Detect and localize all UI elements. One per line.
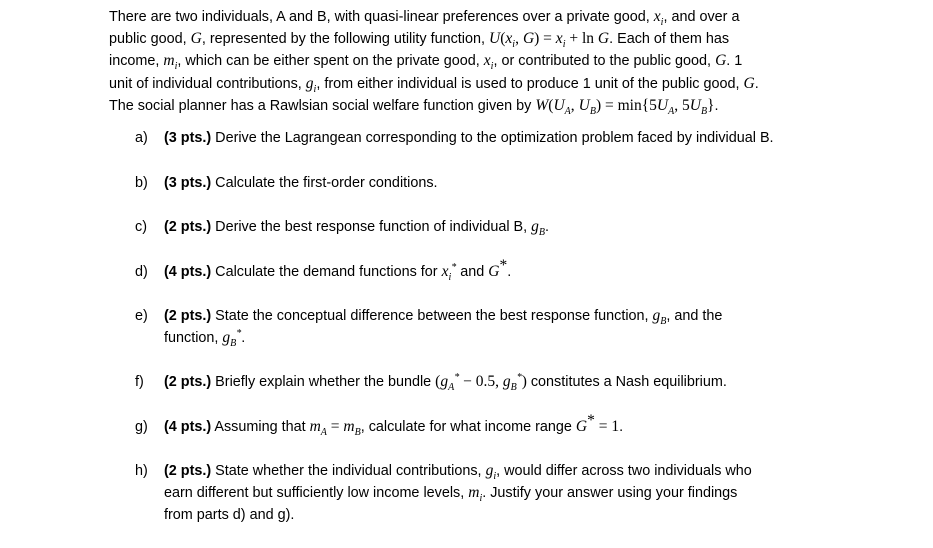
intro-line-1: There are two individuals, A and B, with quasi-linear preferences over a private good, $x_i$, and over a — [109, 8, 740, 29]
intro-line-3: income, $m_i$, which can be either spent on the private good, $x_i$, or contributed to the public good, G. 1 — [109, 52, 743, 73]
intro-line-4: unit of individual contributions, $g_i$, from either individual is used to produce 1 unit of the public good, G. — [109, 74, 759, 95]
problem-intro — [109, 6, 909, 117]
intro-line-5: The social planner has a Rawlsian social welfare function given by $W(U_A$, $U_B) = \min\{5U_A$, $5U_B$}. — [109, 96, 719, 117]
intro-line-2: public good, G, represented by the following utility function, $U(x_i$, $G) = x_i + \ln G$. Each of them has — [109, 30, 730, 51]
